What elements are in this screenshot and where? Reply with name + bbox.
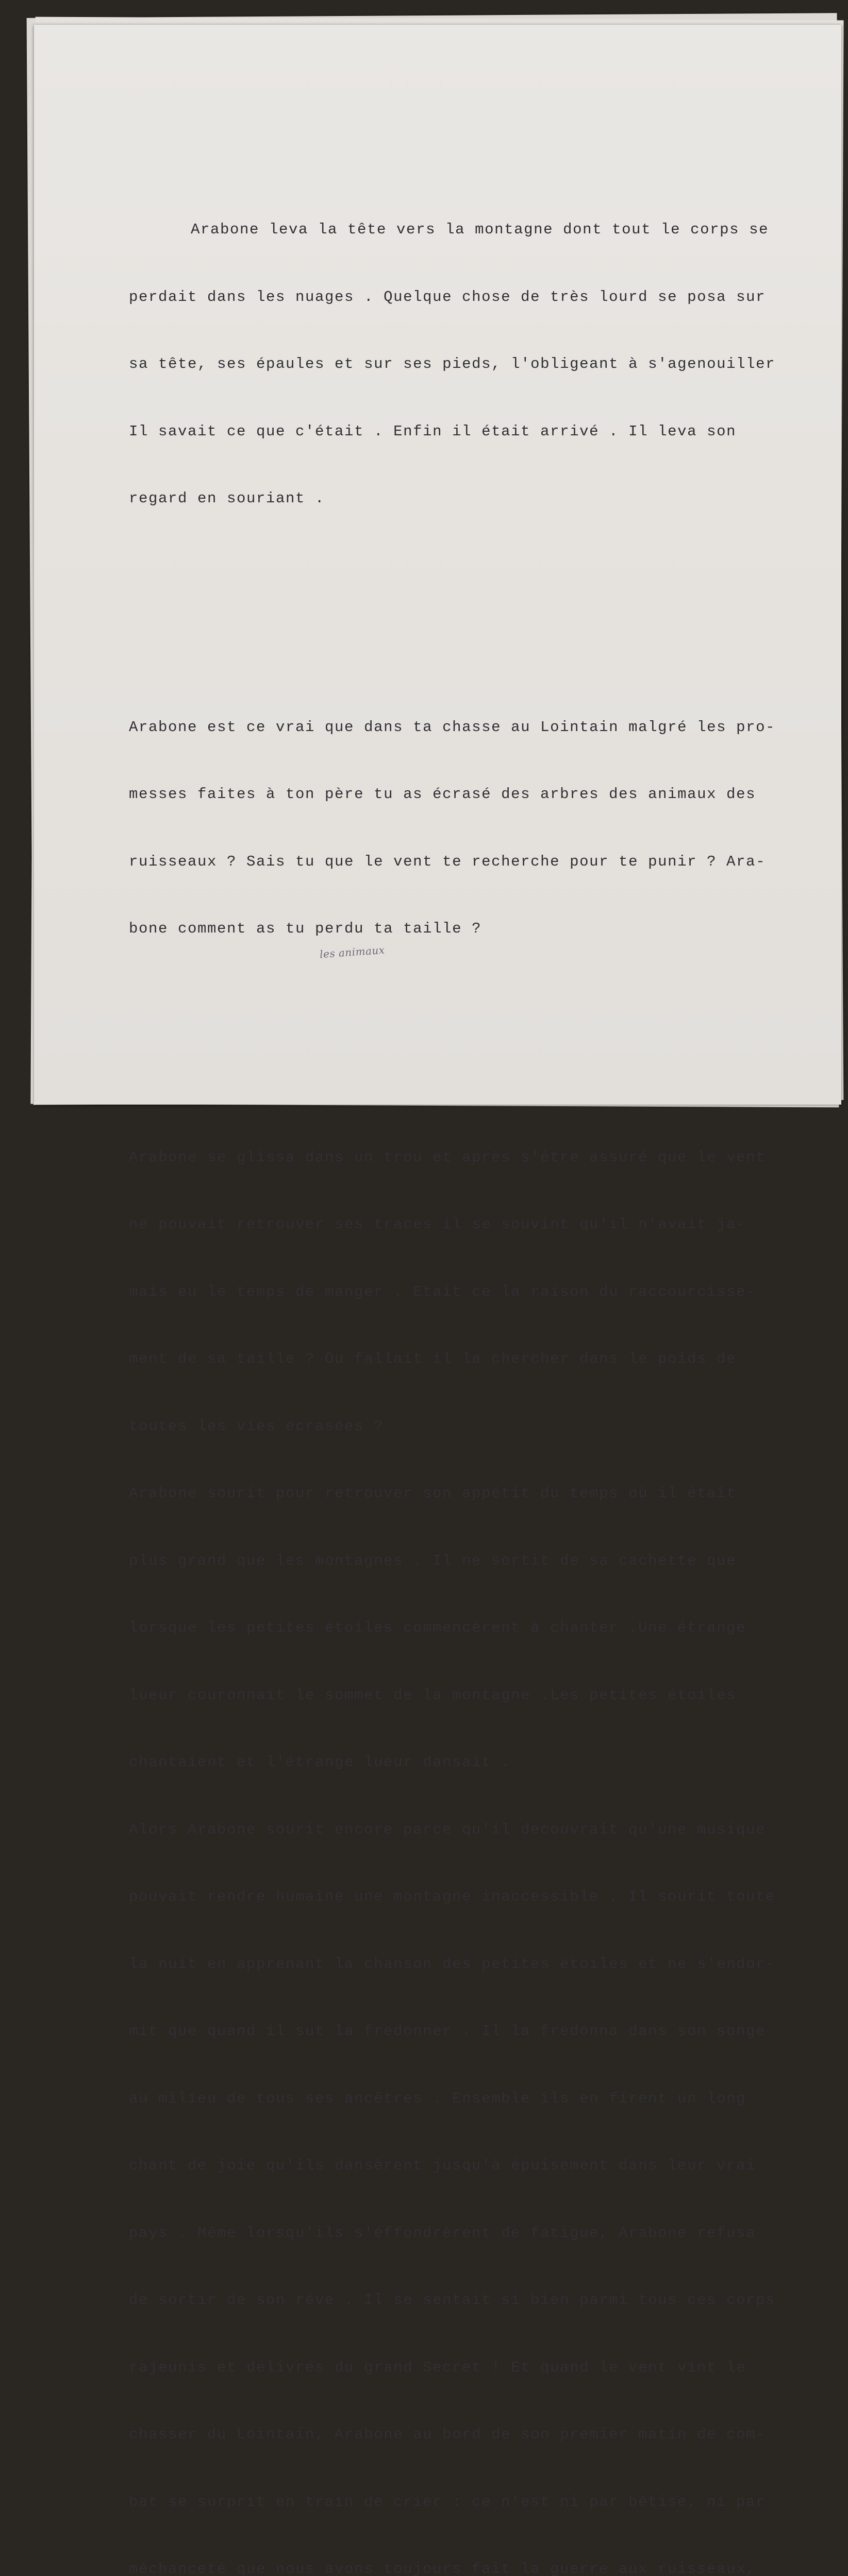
paragraph-gap xyxy=(129,600,830,626)
text-line: sa tête, ses épaules et sur ses pieds, l'obligeant à s'agenouiller xyxy=(129,353,830,376)
text-line: chantaient et l'étrange lueur dansait . xyxy=(129,1751,830,1774)
text-line: lueur couronnait le sommet de la montagne .Les petites étoiles xyxy=(129,1684,830,1707)
text-line: pouvait rendre humaine une montagne inaccessible . Il sourit toute xyxy=(129,1886,830,1908)
paragraph-gap xyxy=(129,1030,830,1057)
text-line: chasser du Lointain, Arabone au bord de son premier matin de com- xyxy=(129,2424,830,2446)
text-line: mit que quand il sut la fredonner . Il la fredonna dans son songe xyxy=(129,2020,830,2043)
text-line: bone comment as tu perdu ta taille ? xyxy=(129,918,830,940)
text-line: perdait dans les nuages . Quelque chose de très lourd se posa sur xyxy=(129,286,830,309)
text-line: méchanceté que nous avons toujours fait la guerre aux ruisseaux, xyxy=(129,2558,830,2576)
text-line: messes faites à ton père tu as écrasé des arbres des animaux des xyxy=(129,783,830,806)
text-line: ment de sa taille ? Ou fallait il la chercher dans le poids de xyxy=(129,1348,830,1370)
text-line: Alors Arabone sourit encore parce qu'il découvrait qu'une musique xyxy=(129,1819,830,1841)
page-body xyxy=(129,129,830,2576)
text-line: pays . Même lorsqu'ils s'éffondrèrent de fatigue, Arabone refusa xyxy=(129,2222,830,2245)
text-line: toutes les vies écrasées ? xyxy=(129,1415,830,1438)
text-line: regard en souriant . xyxy=(129,487,830,510)
text-line: plus grand que les montagnes . Il ne sortit de sa cachette que xyxy=(129,1550,830,1572)
text-line: bat se surprit en train de crier : ce n'est ni par bêtise, ni par xyxy=(129,2491,830,2514)
text-line: chant de joie qu'ils dansèrent jusqu'à épuisement dans leur vrai xyxy=(129,2155,830,2177)
text-line: rajeunis et délivrés du grand Secret ! Et quand le vent vint le xyxy=(129,2357,830,2379)
text-line: Arabone est ce vrai que dans ta chasse au Lointain malgré les pro- xyxy=(129,716,830,739)
text-line: lorsque les petites étoiles commencèrent à chanter .Une étrange xyxy=(129,1617,830,1639)
text-line: la nuit en apprenant la chanson des petites étoiles et ne s'endor- xyxy=(129,1953,830,1976)
text-line: de sortir de son rêve . Il se sentait si bien parmi tous ces corps xyxy=(129,2289,830,2312)
text-line: Arabone sourit pour retrouver son appétit du temps où il était xyxy=(129,1482,830,1505)
paragraph xyxy=(129,174,830,555)
text-line: au milieu de tous ses ancêtres . Ensemble ils en firent un long xyxy=(129,2088,830,2110)
handwritten-annotation: les animaux xyxy=(319,944,385,961)
paragraph xyxy=(129,671,830,985)
paragraph xyxy=(129,1101,830,2576)
text-line: ne pouvait retrouver ses traces il se souvint qu'il n'avait ja- xyxy=(129,1213,830,1236)
text-line: mais eu le temps de manger . Etait ce la raison du raccourcisse- xyxy=(129,1281,830,1303)
text-line: Arabone se glissa dans un trou et après s'être assuré que le vent xyxy=(129,1146,830,1169)
text-line: Arabone leva la tête vers la montagne dont tout le corps se xyxy=(129,218,830,241)
text-line: Il savait ce que c'était . Enfin il était arrivé . Il leva son xyxy=(129,420,830,443)
text-line: ruisseaux ? Sais tu que le vent te recherche pour te punir ? Ara- xyxy=(129,851,830,873)
